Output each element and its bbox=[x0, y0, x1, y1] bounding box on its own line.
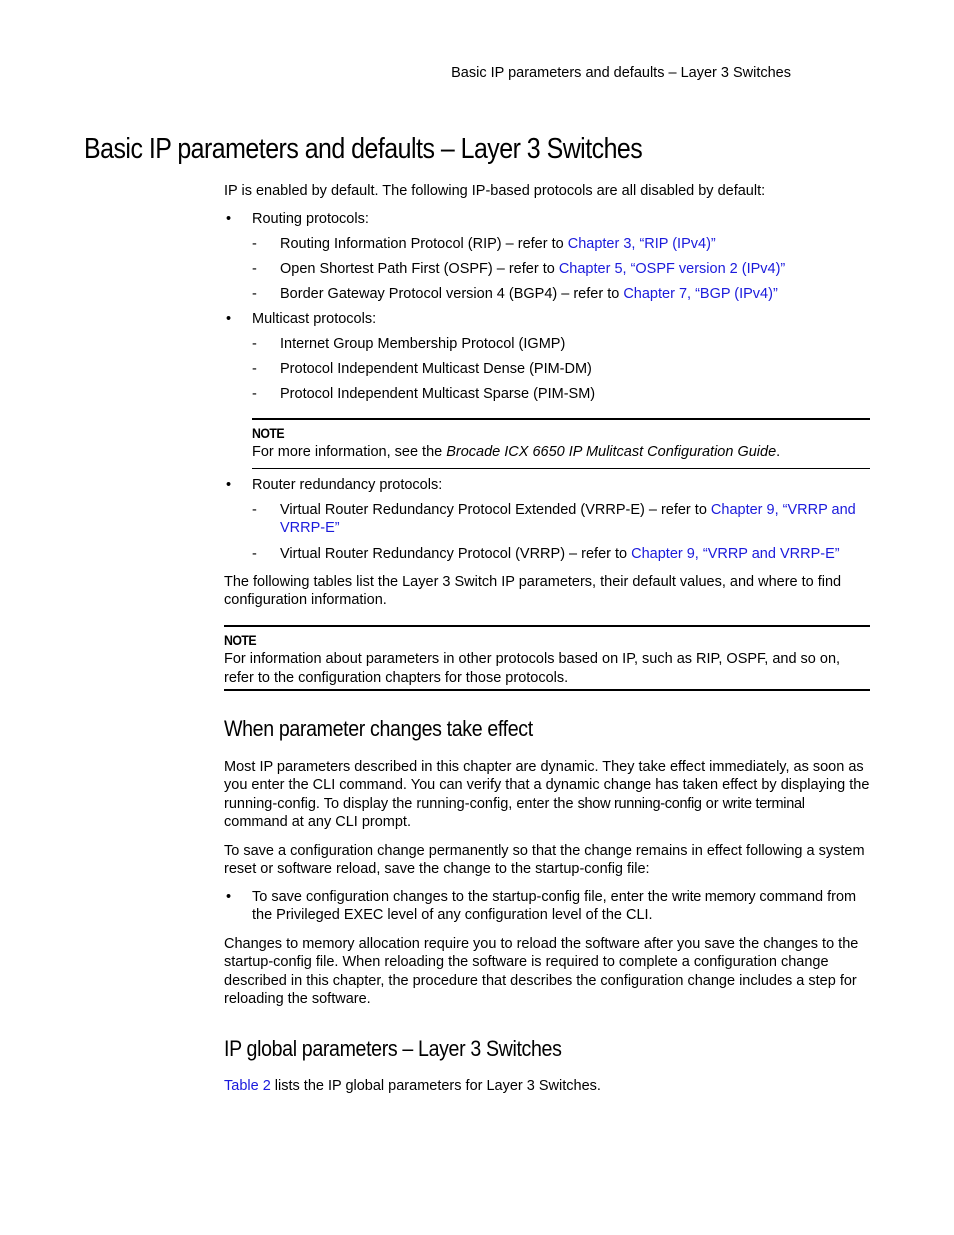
list-item-text: Protocol Independent Multicast Dense (PIM-DM) bbox=[280, 361, 592, 377]
note-text-end: . bbox=[776, 444, 781, 461]
link-chapter-9-vrrp[interactable]: Chapter 9, “VRRP and VRRP-E” bbox=[280, 502, 856, 537]
list-item-pim-sm: - Protocol Independent Multicast Sparse (PIM-SM) bbox=[252, 386, 596, 402]
link-table-2[interactable]: Table 2 bbox=[224, 1078, 271, 1094]
note-other-protocols bbox=[224, 625, 870, 691]
bullet-text: To save configuration changes to the startup-config file, enter the bbox=[252, 889, 672, 905]
intro-paragraph: IP is enabled by default. The following IP-based protocols are all disabled by default: bbox=[224, 183, 766, 199]
command-write-terminal: write terminal bbox=[722, 795, 805, 812]
list-item-text: Internet Group Membership Protocol (IGMP) bbox=[280, 336, 566, 352]
command-show-running-config: show running-config bbox=[577, 795, 702, 812]
link-chapter-3-rip[interactable]: Chapter 3, “RIP (IPv4)” bbox=[567, 236, 716, 252]
note-label: NOTE bbox=[252, 425, 285, 441]
bullet-routing-protocols: • Routing protocols: bbox=[252, 210, 870, 228]
running-header: Basic IP parameters and defaults – Layer 3 Switches bbox=[451, 65, 791, 81]
bullet-multicast-protocols: • Multicast protocols: bbox=[252, 310, 870, 328]
link-chapter-9-vrrp[interactable]: Chapter 9, “VRRP and VRRP-E” bbox=[631, 546, 840, 562]
page-title: Basic IP parameters and defaults – Layer 3 Switches bbox=[84, 133, 643, 165]
dynamic-parameters-paragraph bbox=[224, 758, 870, 831]
note-multicast bbox=[252, 418, 870, 469]
list-item-vrrp: - Virtual Router Redundancy Protocol (VRRP) – refer to Chapter 9, “VRRP and VRRP-E” bbox=[252, 546, 840, 562]
list-item-text: Virtual Router Redundancy Protocol Extended (VRRP-E) – refer to bbox=[280, 502, 711, 518]
paragraph-text: Most IP parameters described in this chapter are dynamic. They take effect immediately, as soon as you enter the CLI command. You can verify that a dynamic change has taken effect by displaying the running-config. To display the running-config, enter the bbox=[224, 759, 870, 812]
note-guide-title: Brocade ICX 6650 IP Mulitcast Configuration Guide bbox=[446, 444, 777, 461]
command-write-memory: write memory bbox=[671, 889, 756, 905]
bullet-text: command from the Privileged EXEC level of any configuration level of the CLI. bbox=[252, 889, 857, 924]
list-item-text: Virtual Router Redundancy Protocol (VRRP) – refer to bbox=[280, 546, 632, 562]
section-heading-ip-global: IP global parameters – Layer 3 Switches bbox=[224, 1036, 562, 1061]
tables-intro-paragraph: The following tables list the Layer 3 Switch IP parameters, their default values, and where to find configuration information. bbox=[224, 574, 842, 609]
list-item-text: Routing Information Protocol (RIP) – refer to bbox=[280, 236, 568, 252]
bullet-write-memory bbox=[252, 888, 870, 925]
save-config-paragraph: To save a configuration change permanently so that the change remains in effect following a system reset or software reload, save the change to the startup-config file: bbox=[224, 843, 865, 878]
list-item-rip: - Routing Information Protocol (RIP) – refer to Chapter 3, “RIP (IPv4)” bbox=[252, 236, 716, 252]
list-item-vrrp-e: - Virtual Router Redundancy Protocol Extended (VRRP-E) – refer to Chapter 9, “VRRP and VRRP-E” bbox=[252, 502, 856, 537]
memory-allocation-paragraph: Changes to memory allocation require you to reload the software after you save the changes to the startup-config file. When reloading the software is required to complete a configuration change described in this chapter, the procedure that describes the configuration change includes a step for reloading the software. bbox=[224, 936, 859, 1007]
paragraph-text: or bbox=[701, 795, 723, 812]
ip-global-paragraph bbox=[224, 1077, 870, 1095]
list-item-text: Border Gateway Protocol version 4 (BGP4) – refer to bbox=[280, 286, 624, 302]
paragraph-text: command at any CLI prompt. bbox=[224, 813, 411, 830]
list-item-ospf: - Open Shortest Path First (OSPF) – refer to Chapter 5, “OSPF version 2 (IPv4)” bbox=[252, 261, 786, 277]
list-item-text: Open Shortest Path First (OSPF) – refer to bbox=[280, 261, 559, 277]
paragraph-text: lists the IP global parameters for Layer 3 Switches. bbox=[270, 1078, 601, 1094]
note-text: For more information, see the bbox=[252, 444, 447, 461]
section-heading-parameter-changes: When parameter changes take effect bbox=[224, 716, 533, 741]
list-item-text: Protocol Independent Multicast Sparse (PIM-SM) bbox=[280, 386, 596, 402]
list-item-igmp: - Internet Group Membership Protocol (IGMP) bbox=[252, 336, 566, 352]
link-chapter-7-bgp[interactable]: Chapter 7, “BGP (IPv4)” bbox=[623, 286, 778, 302]
link-chapter-5-ospf[interactable]: Chapter 5, “OSPF version 2 (IPv4)” bbox=[558, 261, 786, 277]
list-item-bgp4: - Border Gateway Protocol version 4 (BGP4) – refer to Chapter 7, “BGP (IPv4)” bbox=[252, 286, 778, 302]
note-label: NOTE bbox=[224, 632, 257, 648]
list-item-pim-dm: - Protocol Independent Multicast Dense (PIM-DM) bbox=[252, 361, 592, 377]
bullet-router-redundancy: • Router redundancy protocols: bbox=[252, 476, 870, 494]
note-text: For information about parameters in other protocols based on IP, such as RIP, OSPF, and so on, refer to the configuration chapters for those protocols. bbox=[224, 651, 841, 686]
